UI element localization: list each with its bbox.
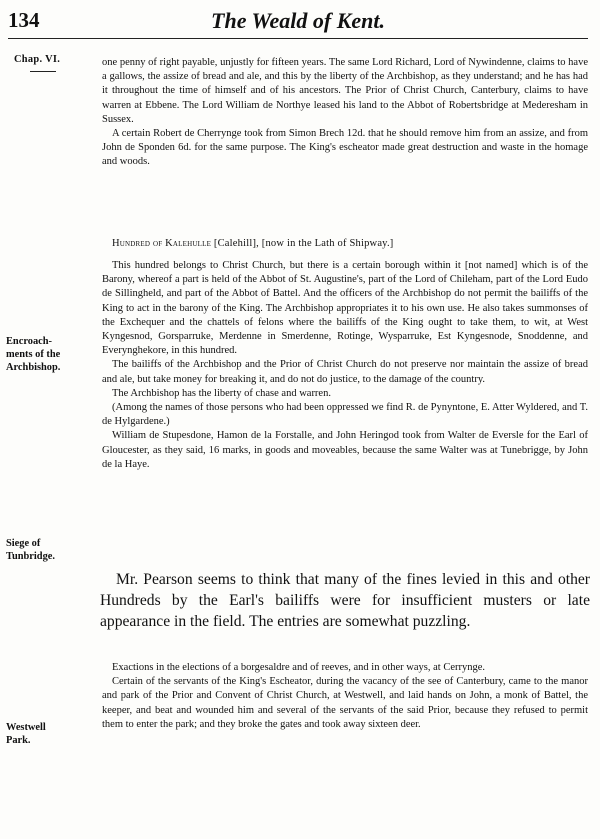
section-heading <box>112 238 592 249</box>
paragraph: (Among the names of those persons who had been oppressed we find R. de Pynyntone, E. Atter Wyldered, and T. de Hylgardene.) <box>102 402 588 428</box>
running-title: The Weald of Kent. <box>211 8 385 33</box>
text-block-exactions <box>102 661 588 732</box>
paragraph: This hundred belongs to Christ Church, but there is a certain borough within it [not named] which is of the Barony, whereof a part is held of the Abbot of St. Augustine's, part of the Lord of Chileham, part of the Lord Eudo de Sillingheld, and part of the Abbot of Battel. And the officers of the Archbishop do not permit the bailiffs of the King to act in the barony of the King. The Archbishop appropriates it to his own use. He also takes summonses of the Exchequer and the chattels of felons where the bailiffs of the King ought to take them, to wit, at West Kyngesnod, Gorsparruke, Merdenne in Smerdenne, Rotinge, Wysparruke, Est Kyngesnode, Snoddenne, and Everynghekore, in this hundred. <box>102 260 588 357</box>
margin-line: Westwell <box>6 722 46 733</box>
margin-line: Park. <box>6 735 31 746</box>
header-rule <box>8 38 588 39</box>
paragraph: The Archbishop has the liberty of chase and warren. <box>112 387 331 399</box>
margin-line: ments of the <box>6 349 61 360</box>
margin-note-encroachments <box>6 335 94 374</box>
chapter-dash <box>30 71 56 72</box>
page-number: 134 <box>8 8 40 32</box>
paragraph: A certain Robert de Cherrynge took from Simon Brech 12d. that he should remove him from an assize, and from John de Sponden 6d. for the same purpose. The King's escheator made great destruction and waste in the homage and woods. <box>102 128 588 168</box>
page-header <box>8 8 588 38</box>
margin-note-westwell <box>6 721 94 747</box>
margin-line: Encroach- <box>6 336 52 347</box>
paragraph: Exactions in the elections of a borgesaldre and of reeves, and in other ways, at Cerrynge. <box>112 662 486 673</box>
section-heading-smallcaps: Hundred of Kalehulle <box>112 238 212 249</box>
editor-commentary <box>100 569 590 632</box>
text-block-opening <box>102 56 588 170</box>
text-block-kalehulle <box>102 259 588 472</box>
margin-line: Tunbridge. <box>6 551 55 562</box>
paragraph: one penny of right payable, unjustly for fifteen years. The same Lord Richard, Lord of Nywindenne, claims to have a gallows, the assize of bread and ale, and this by the liberty of the Archbishop, as they understand; and he has had it throughout the time of himself and of his ancestors. The Prior of Christ Church, Canterbury, claims to have warren at Ebbene. The Lord William de Northye leased his land to the Abbot of Robertsbridge at Mederesham in Sussex. <box>102 57 588 125</box>
chapter-label: Chap. VI. <box>14 54 61 65</box>
paragraph: William de Stupesdone, Hamon de la Forstalle, and John Heringod took from Walter de Eversle for the Earl of Gloucester, as they said, 16 marks, in goods and moveables, because the same Walter was at Tunebrigge, by John de la Haye. <box>102 430 588 470</box>
paragraph: Certain of the servants of the King's Escheator, during the vacancy of the see of Canterbury, came to the manor and park of the Prior and Convent of Christ Church, at Westwell, and laid hands on John, a monk of Battel, the keeper, and beat and wounded him and several of the servants of the said Prior, because they refused to permit them to enter the park; and they broke the gates and took away sixteen deer. <box>102 676 588 730</box>
section-heading-rest: [Calehill], [now in the Lath of Shipway.] <box>211 238 394 249</box>
paragraph: The bailiffs of the Archbishop and the Prior of Christ Church do not preserve nor maintain the assize of bread and ale, but take money for breaking it, and do not do justice, to the damage of the country. <box>102 359 588 385</box>
commentary-paragraph: Mr. Pearson seems to think that many of the fines levied in this and other Hundreds by the Earl's bailiffs were for insufficient musters or late appearance in the field. The entries are somewhat puzzling. <box>100 571 590 630</box>
margin-note-siege <box>6 537 94 563</box>
margin-line: Archbishop. <box>6 362 61 373</box>
margin-line: Siege of <box>6 538 41 549</box>
